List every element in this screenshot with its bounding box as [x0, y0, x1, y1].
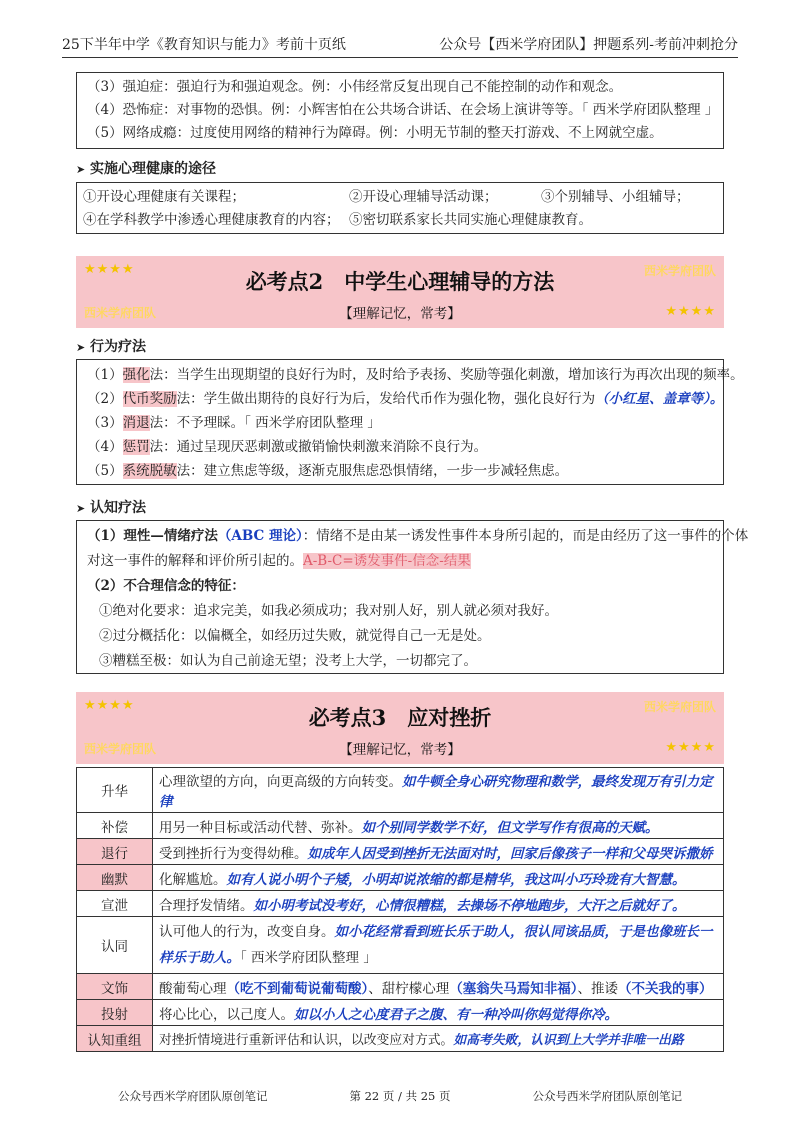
ways-row: [77, 186, 723, 209]
page-number: 第 22 页 / 共 25 页: [349, 1089, 451, 1103]
example-text: （ABC 理论）: [217, 528, 303, 544]
ways-item: ⑤密切联系家长共同实施心理健康教育。: [349, 212, 592, 228]
neurosis-line: （4）恐怖症：对事物的恐惧。例：小辉害怕在公共场合讲话、在会场上演讲等等。「 西米学府团队整理 」: [87, 102, 719, 118]
ways-item: ①开设心理健康有关课程；: [83, 189, 245, 205]
table-row: [77, 768, 724, 813]
behavior-item: （2）代币奖励法：学生做出期待的良好行为后，发给代币作为强化物，强化良好行为（小红星、盖章等）。: [87, 391, 724, 407]
star-icon: ★★★★: [665, 740, 716, 755]
example-text: （小红星、盖章等）。: [595, 391, 724, 407]
mechanism-name: 宣泄: [77, 891, 153, 917]
mechanism-desc: 认可他人的行为，改变自身。如小花经常看到班长乐于助人，很认同该品质，于是也像班长一样乐于助人。「 西米学府团队整理 」: [153, 917, 724, 974]
keyword-highlight: 消退: [122, 415, 150, 431]
section-title-cognitive: ➤ 认知疗法: [76, 500, 146, 516]
mechanism-desc: 心理欲望的方向，向更高级的方向转变。如牛顿全身心研究物理和数学，最终发现万有引力定律: [153, 768, 724, 813]
footer-left: 公众号西米学府团队原创笔记: [118, 1089, 268, 1103]
cognitive-line: （1）理性—情绪疗法（ABC 理论）：情绪不是由某一诱发性事件本身所引起的，而是由经历了这一事件的个体: [87, 528, 749, 544]
cognitive-line: （2）不合理信念的特征：: [87, 578, 245, 594]
mechanism-name: 补偿: [77, 813, 153, 839]
cognitive-line: ②过分概括化：以偏概全，如经历过失败，就觉得自己一无是处。: [99, 628, 491, 644]
ways-item: ④在学科教学中渗透心理健康教育的内容；: [83, 212, 340, 228]
table-row: [77, 1026, 724, 1052]
behavior-box: [76, 359, 744, 485]
page-footer: [118, 1088, 682, 1104]
banner-subtitle: 【理解记忆，常考】: [339, 742, 461, 758]
frustration-table: [76, 767, 724, 1052]
banner-subtitle: 【理解记忆，常考】: [339, 306, 461, 322]
header-left: 25下半年中学《教育知识与能力》考前十页纸: [62, 37, 346, 53]
table-row: [77, 917, 724, 974]
neurosis-line: （3）强迫症：强迫行为和强迫观念。例：小伟经常反复出现自己不能控制的动作和观念。: [87, 79, 623, 95]
neurosis-line: （5）网络成瘾：过度使用网络的精神行为障碍。例：小明无节制的整天打游戏、不上网就空虚。: [87, 125, 663, 141]
star-icon: ★★★★: [84, 262, 135, 277]
mechanism-name: 幽默: [77, 865, 153, 891]
mechanism-name: 认知重组: [77, 1026, 153, 1052]
ways-row: [77, 209, 723, 232]
ways-item: ③个别辅导、小组辅导；: [541, 189, 690, 205]
star-icon: ★★★★: [665, 304, 716, 319]
cognitive-line: 对这一事件的解释和评价所引起的。A-B-C=诱发事件-信念-结果: [87, 553, 471, 569]
cognitive-line: ①绝对化要求：追求完美，如我必须成功；我对别人好，别人就必须对我好。: [99, 603, 558, 619]
keyword-highlight: 惩罚: [122, 439, 150, 455]
section-title-behavior: ➤ 行为疗法: [76, 339, 146, 355]
mechanism-desc: 对挫折情境进行重新评估和认识，以改变应对方式。如高考失败，认识到上大学并非唯一出路: [153, 1026, 724, 1052]
mechanism-name: 退行: [77, 839, 153, 865]
keyword-highlight: 强化: [122, 367, 150, 383]
neurosis-box: [76, 72, 724, 149]
footer-right: 公众号西米学府团队原创笔记: [532, 1089, 682, 1103]
arrow-icon: ➤: [76, 163, 86, 176]
star-icon: ★★★★: [84, 698, 135, 713]
cognitive-line: ③糟糕至极：如认为自己前途无望；没考上大学，一切都完了。: [99, 653, 477, 669]
mechanism-desc: 用另一种目标或活动代替、弥补。如个别同学数学不好，但文学写作有很高的天赋。: [153, 813, 724, 839]
table-row: [77, 813, 724, 839]
keyword-highlight: 代币奖励: [122, 391, 177, 407]
table-row: [77, 839, 724, 865]
banner-kaodian-3: [76, 692, 724, 764]
mechanism-name: 认同: [77, 917, 153, 974]
watermark-text: 西米学府团队: [84, 306, 157, 320]
watermark-text: 西米学府团队: [643, 264, 716, 278]
banner-title: 必考点3 应对挫折: [308, 705, 492, 730]
formula-highlight: A-B-C=诱发事件-信念-结果: [303, 553, 471, 569]
mechanism-desc: 将心比心，以己度人。如以小人之心度君子之腹、有一种冷叫你妈觉得你冷。: [153, 1000, 724, 1026]
behavior-item: （3）消退法：不予理睬。「 西米学府团队整理 」: [87, 415, 381, 431]
mechanism-name: 升华: [77, 768, 153, 813]
behavior-item: （4）惩罚法：通过呈现厌恶刺激或撤销愉快刺激来消除不良行为。: [87, 439, 488, 455]
behavior-item: （5）系统脱敏法：建立焦虑等级，逐渐克服焦虑恐惧情绪，一步一步减轻焦虑。: [87, 463, 569, 479]
cognitive-box: [76, 520, 749, 674]
arrow-icon: ➤: [76, 502, 86, 515]
mechanism-name: 投射: [77, 1000, 153, 1026]
arrow-icon: ➤: [76, 341, 86, 354]
mechanism-desc: 合理抒发情绪。如小明考试没考好，心情很糟糕，去操场不停地跑步，大汗之后就好了。: [153, 891, 724, 917]
ways-item: ②开设心理辅导活动课；: [349, 189, 498, 205]
table-row: [77, 865, 724, 891]
table-row: [77, 1000, 724, 1026]
table-row: [77, 974, 724, 1000]
mechanism-desc: 酸葡萄心理（吃不到葡萄说葡萄酸）、甜柠檬心理（塞翁失马焉知非福）、推诿（不关我的事）: [153, 974, 724, 1000]
page-header: [62, 34, 738, 58]
watermark-text: 西米学府团队: [643, 700, 716, 714]
banner-kaodian-2: [76, 256, 724, 328]
table-row: [77, 891, 724, 917]
watermark-text: 西米学府团队: [84, 742, 157, 756]
behavior-item: （1）强化法：当学生出现期望的良好行为时，及时给予表扬、奖励等强化刺激，增加该行为再次出现的频率。: [87, 367, 744, 383]
ways-box: [76, 182, 724, 234]
banner-title: 必考点2 中学生心理辅导的方法: [245, 269, 555, 294]
header-right: 公众号【西米学府团队】押题系列-考前冲刺抢分: [439, 37, 738, 53]
mechanism-name: 文饰: [77, 974, 153, 1000]
mechanism-desc: 受到挫折行为变得幼稚。如成年人因受到挫折无法面对时，回家后像孩子一样和父母哭诉撒娇: [153, 839, 724, 865]
mechanism-desc: 化解尴尬。如有人说小明个子矮，小明却说浓缩的都是精华，我这叫小巧玲珑有大智慧。: [153, 865, 724, 891]
keyword-highlight: 系统脱敏: [122, 463, 177, 479]
section-title-ways: ➤ 实施心理健康的途径: [76, 161, 216, 177]
